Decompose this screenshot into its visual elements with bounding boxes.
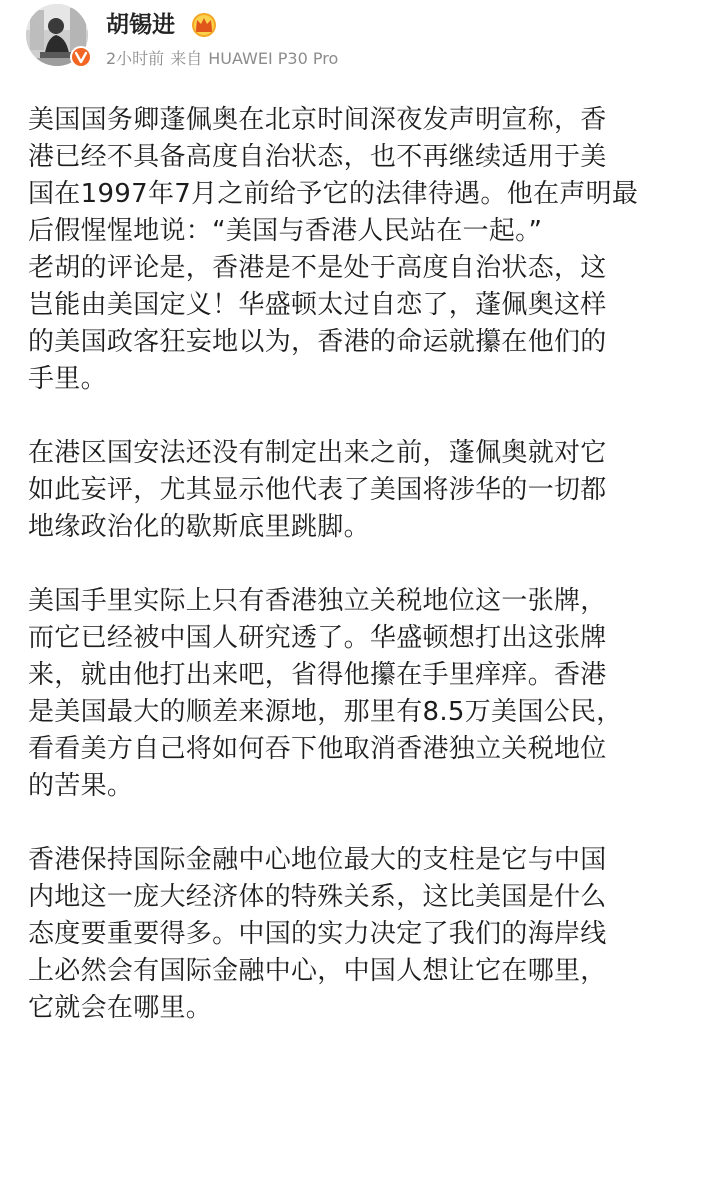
text-line: 美国国务卿蓬佩奥在北京时间深夜发声明宣称，香 [28,105,607,135]
text-line: 在港区国安法还没有制定出来之前，蓬佩奥就对它 [28,438,607,468]
text-line: 来，就由他打出来吧，省得他攥在手里痒痒。香港 [28,660,607,690]
paragraph-4 [28,842,688,1027]
text-line: 老胡的评论是，香港是不是处于高度自治状态，这 [28,253,607,283]
text-line: 的苦果。 [28,771,134,801]
paragraph-3 [28,583,688,805]
post-source-prefix: 来自 [170,49,203,68]
text-line: 岂能由美国定义！华盛顿太过自恋了，蓬佩奥这样 [28,290,607,320]
text-line: 国在1997年7月之前给予它的法律待遇。他在声明最 [28,179,639,209]
text-line: 地缘政治化的歇斯底里跳脚。 [28,512,370,542]
text-line: 而它已经被中国人研究透了。华盛顿想打出这张牌 [28,623,607,653]
text-line: 看看美方自己将如何吞下他取消香港独立关税地位 [28,734,607,764]
verified-v-icon [70,46,92,68]
post-body [28,102,688,1064]
post-time: 2小时前 [106,49,165,68]
text-line: 手里。 [28,364,107,394]
vip-crown-icon[interactable] [190,12,218,38]
text-line: 香港保持国际金融中心地位最大的支柱是它与中国 [28,845,607,875]
author-name[interactable]: 胡锡进 [106,12,175,38]
text-line: 上必然会有国际金融中心，中国人想让它在哪里， [28,956,607,986]
text-line: 港已经不具备高度自治状态，也不再继续适用于美 [28,142,607,172]
text-line: 如此妄评，尤其显示他代表了美国将涉华的一切都 [28,475,607,505]
text-line: 它就会在哪里。 [28,993,213,1023]
text-line: 是美国最大的顺差来源地，那里有8.5万美国公民， [28,697,623,727]
text-line: 后假惺惺地说：“美国与香港人民站在一起。” [28,216,543,246]
text-line: 美国手里实际上只有香港独立关税地位这一张牌， [28,586,607,616]
post-device[interactable]: HUAWEI P30 Pro [208,49,339,68]
avatar[interactable] [26,4,88,66]
text-line: 的美国政客狂妄地以为，香港的命运就攥在他们的 [28,327,607,357]
paragraph-1 [28,102,688,398]
paragraph-2 [28,435,688,546]
post-meta [106,48,344,70]
text-line: 内地这一庞大经济体的特殊关系，这比美国是什么 [28,882,607,912]
post-header [26,4,686,72]
text-line: 态度要重要得多。中国的实力决定了我们的海岸线 [28,919,607,949]
